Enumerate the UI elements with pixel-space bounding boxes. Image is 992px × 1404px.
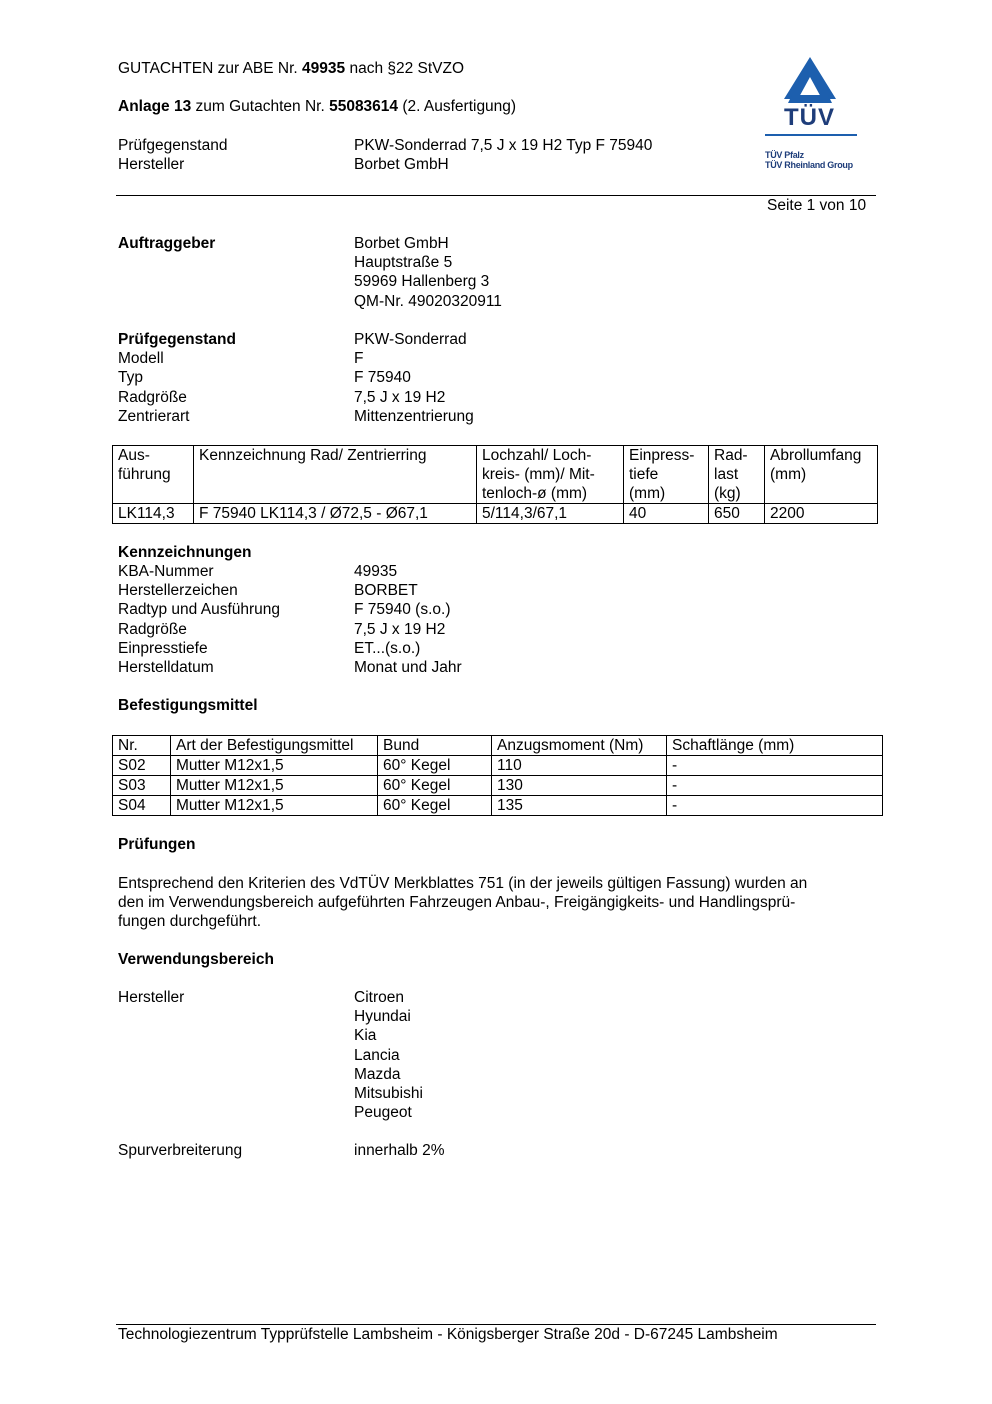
table-cell: Mutter M12x1,5 (171, 756, 378, 776)
ausfertigung-text: (2. Ausfertigung) (398, 98, 517, 115)
footer-text: Technologiezentrum Typprüfstelle Lambsheim - Königsberger Straße 20d - D-67245 Lambsheim (118, 1326, 778, 1343)
table-header-cell: Nr. (113, 736, 171, 756)
spur-value: innerhalb 2% (354, 1142, 445, 1159)
header-line-1 (118, 59, 464, 78)
table-cell: 40 (624, 504, 709, 524)
table-row (113, 504, 878, 524)
field-label: Modell (118, 350, 164, 368)
pruefungen-paragraph (118, 874, 807, 932)
table-header-row (113, 446, 878, 504)
address-line: Hauptstraße 5 (354, 254, 453, 272)
field-label: Radtyp und Ausführung (118, 601, 281, 619)
auftraggeber-label: Auftraggeber (118, 235, 216, 252)
tuv-logo-subtitle (765, 150, 853, 170)
list-item: Mitsubishi (354, 1085, 423, 1103)
list-item: Lancia (354, 1046, 400, 1064)
field-label: Herstellerzeichen (118, 582, 238, 600)
table-header-cell: Kennzeichnung Rad/ Zentrierring (194, 446, 477, 504)
table-header-cell: Art der Befestigungsmittel (171, 736, 378, 756)
table-cell: 650 (709, 504, 765, 524)
tuv-logo-bar (765, 134, 857, 136)
field-label: Radgröße (118, 388, 187, 406)
spur-label: Spurverbreiterung (118, 1142, 243, 1159)
table-cell: Mutter M12x1,5 (171, 796, 378, 816)
table-cell: 60° Kegel (378, 796, 492, 816)
pruefungen-title: Prüfungen (118, 836, 196, 853)
table-cell: LK114,3 (113, 504, 194, 524)
paragraph-line: den im Verwendungsbereich aufgeführten Fahrzeugen Anbau-, Freigängigkeits- und Handlingsprü- (118, 894, 796, 912)
header-pruef-value: PKW-Sonderrad 7,5 J x 19 H2 Typ F 75940 (354, 137, 653, 154)
tuv-logo-sub-1: TÜV Pfalz (765, 150, 804, 160)
table-row (113, 776, 883, 796)
table-cell: Mutter M12x1,5 (171, 776, 378, 796)
header-line-2-text: zum Gutachten Nr. (191, 98, 330, 115)
list-item: Citroen (354, 989, 404, 1006)
header-line-2 (118, 97, 516, 116)
tuv-wordmark: TÜV (784, 104, 835, 131)
field-value: F 75940 (s.o.) (354, 601, 451, 619)
list-item: Mazda (354, 1065, 401, 1083)
field-value: F 75940 (354, 369, 411, 387)
page-number: Seite 1 von 10 (767, 197, 867, 214)
table-cell: - (667, 796, 883, 816)
table-header-cell: Einpress- tiefe (mm) (624, 446, 709, 504)
table-header-cell: Lochzahl/ Loch- kreis- (mm)/ Mit- tenloch-ø (mm) (477, 446, 624, 504)
anlage-label: Anlage 13 (118, 98, 192, 115)
pruefgegenstand-values (354, 330, 474, 426)
table-cell: F 75940 LK114,3 / Ø72,5 - Ø67,1 (194, 504, 477, 524)
table-header-cell: Rad- last (kg) (709, 446, 765, 504)
header-hersteller-label: Hersteller (118, 156, 185, 173)
table-header-row (113, 736, 883, 756)
field-label: Typ (118, 369, 143, 387)
field-value: 49935 (354, 563, 398, 580)
field-value: BORBET (354, 582, 418, 600)
header-line-1-suffix: nach §22 StVZO (345, 60, 465, 77)
table-cell: 110 (492, 756, 667, 776)
kennzeichnungen-values (354, 562, 462, 677)
table-header-cell: Schaftlänge (mm) (667, 736, 883, 756)
paragraph-line: fungen durchgeführt. (118, 913, 262, 931)
befestigung-title: Befestigungsmittel (118, 697, 258, 714)
address-line: Borbet GmbH (354, 235, 449, 252)
field-label: Zentrierart (118, 407, 190, 425)
verwendung-title: Verwendungsbereich (118, 951, 274, 968)
hersteller-list (354, 988, 423, 1122)
table-header-cell: Bund (378, 736, 492, 756)
table-cell: S02 (113, 756, 171, 776)
address-line: 59969 Hallenberg 3 (354, 273, 490, 291)
field-label: Radgröße (118, 620, 187, 638)
table-cell: S04 (113, 796, 171, 816)
field-label: Einpresstiefe (118, 639, 208, 657)
field-label: Herstelldatum (118, 659, 214, 677)
header-divider (116, 195, 876, 196)
table-cell: - (667, 756, 883, 776)
tuv-logo-sub-2: TÜV Rheinland Group (765, 160, 853, 170)
table-header-cell: Abrollumfang (mm) (765, 446, 878, 504)
table-cell: 135 (492, 796, 667, 816)
table-cell: 5/114,3/67,1 (477, 504, 624, 524)
list-item: Kia (354, 1027, 377, 1045)
paragraph-line: Entsprechend den Kriterien des VdTÜV Merkblattes 751 (in der jeweils gültigen Fassung) wurden an (118, 875, 808, 892)
befestigung-table (112, 735, 883, 816)
header-line-1-text: GUTACHTEN zur ABE Nr. (118, 60, 303, 77)
header-hersteller-value: Borbet GmbH (354, 156, 449, 173)
table-cell: 2200 (765, 504, 878, 524)
pruefgegenstand-labels (118, 330, 236, 426)
ausfuehrung-table (112, 445, 878, 524)
table-header-cell: Aus- führung (113, 446, 194, 504)
table-row (113, 796, 883, 816)
field-value: Mittenzentrierung (354, 407, 474, 425)
field-value: PKW-Sonderrad (354, 331, 467, 348)
list-item: Hyundai (354, 1008, 411, 1026)
abe-number: 49935 (302, 60, 346, 77)
kennzeichnungen-title: Kennzeichnungen (118, 544, 252, 561)
field-value: 7,5 J x 19 H2 (354, 388, 446, 406)
table-cell: 130 (492, 776, 667, 796)
kennzeichnungen-labels (118, 562, 280, 677)
field-value: 7,5 J x 19 H2 (354, 620, 446, 638)
field-value: ET...(s.o.) (354, 639, 421, 657)
table-cell: 60° Kegel (378, 776, 492, 796)
table-cell: - (667, 776, 883, 796)
table-cell: S03 (113, 776, 171, 796)
gutachten-number: 55083614 (329, 98, 399, 115)
list-item: Peugeot (354, 1104, 412, 1122)
field-value: F (354, 350, 364, 368)
verwendung-hersteller-label: Hersteller (118, 989, 185, 1006)
field-label: KBA-Nummer (118, 563, 214, 580)
header-pruef-label: Prüfgegenstand (118, 137, 228, 154)
auftraggeber-address (354, 234, 502, 311)
table-row (113, 756, 883, 776)
table-cell: 60° Kegel (378, 756, 492, 776)
pruefgegenstand-title: Prüfgegenstand (118, 331, 236, 348)
address-line: QM-Nr. 49020320911 (354, 292, 502, 310)
field-value: Monat und Jahr (354, 659, 462, 677)
table-header-cell: Anzugsmoment (Nm) (492, 736, 667, 756)
